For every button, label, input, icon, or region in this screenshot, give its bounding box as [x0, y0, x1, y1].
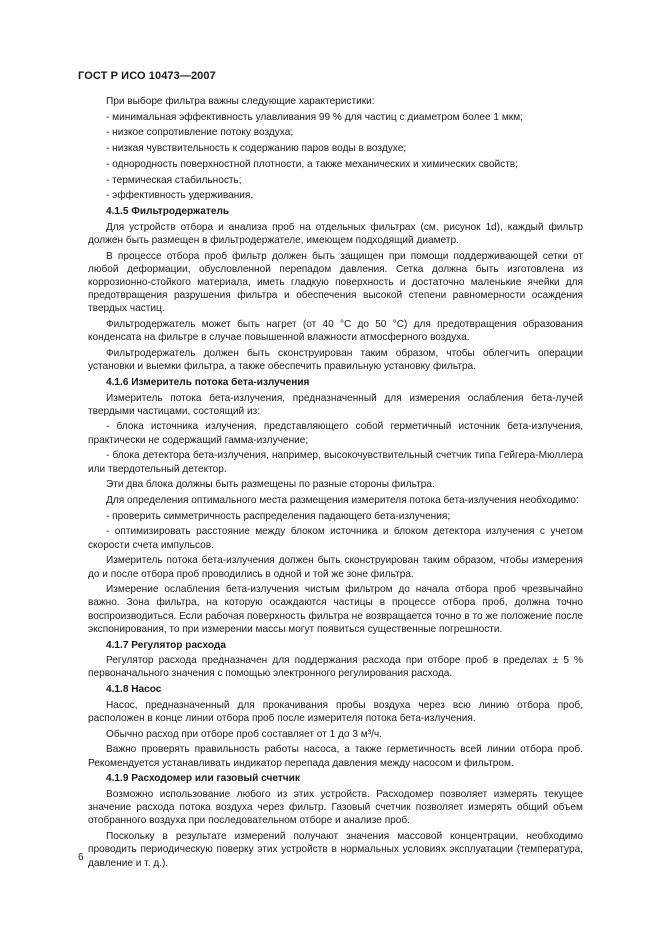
paragraph: При выборе фильтра важны следующие характеристики:	[106, 96, 375, 107]
paragraph: Для устройств отбора и анализа проб на отдельных фильтрах (см. рисунок 1d), каждый фильтр должен быть размещен в фильтродержателе, имеющем подходящий диаметр.	[88, 221, 583, 246]
paragraph: Измерение ослабления бета-излучения чистым фильтром до начала отбора проб чрезвычайно важно. Зона фильтра, на которую осаждаются частицы в процессе отбора проб, должна точно воспроизводиться. Если рабочая поверхность фильтра не возвращается точно в то же положение после экспонирования, то при измерении массы могут появиться существенные погрешности.	[88, 584, 583, 635]
section-heading: 4.1.8 Насос	[106, 684, 162, 696]
paragraph: Важно проверять правильность работы насоса, а также герметичность всей линии отбора проб. Рекомендуется устанавливать индикатор перепада давления между насосом и фильтром.	[88, 744, 583, 769]
paragraph: Для определения оптимального места размещения измерителя потока бета-излучения необходимо:	[106, 494, 579, 506]
section-heading: 4.1.5 Фильтродержатель	[106, 205, 230, 217]
paragraph: Измеритель потока бета-излучения, предназначенный для измерения ослабления бета-лучей твердыми частицами, состоящий из:	[88, 392, 583, 417]
paragraph: - однородность поверхностной плотности, а также механических и химических свойств;	[106, 158, 518, 170]
section-heading: 4.1.7 Регулятор расхода	[106, 639, 226, 651]
paragraph: - блока источника излучения, представляющего собой герметичный источник бета-излучения, практически не содержащий гамма-излучение;	[88, 421, 583, 446]
paragraph: Насос, предназначенный для прокачивания пробы воздуха через всю линию отбора проб, расположен в конце линии отбора проб после измерителя потока бета-излучения.	[88, 699, 583, 725]
section-heading: 4.1.6 Измеритель потока бета-излучения	[106, 376, 310, 388]
paragraph: - термическая стабильность;	[106, 174, 242, 186]
paragraph: - низкая чувствительность к содержанию паров воды в воздухе;	[106, 143, 407, 155]
paragraph: Фильтродержатель может быть нагрет (от 40 °С до 50 °С) для предотвращения образования конденсата на фильтре в случае повышенной влажности атмосферного воздуха.	[88, 319, 583, 344]
paragraph: Эти два блока должны быть размещены по разные стороны фильтра.	[106, 479, 435, 491]
paragraph: Возможно использование любого из этих устройств. Расходомер позволяет измерять текущее значение расхода потока воздуха через фильтр. Газовый счетчик позволяет измерять общий объем отобранного воздуха при последовательном отборе и анализе проб.	[88, 789, 583, 827]
document-body	[88, 95, 583, 872]
paragraph: - оптимизировать расстояние между блоком источника и блоком детектора излучения с учетом скорости счета импульсов.	[88, 526, 583, 551]
paragraph: Поскольку в результате измерений получают значения массовой концентрации, необходимо проводить периодическую поверку этих устройств в нормальных условиях эксплуатации (температура, давление и т. д.).	[88, 831, 583, 869]
paragraph: - эффективность удерживания.	[106, 190, 254, 202]
section-heading: 4.1.9 Расходомер или газовый счетчик	[106, 773, 300, 785]
paragraph: - блока детектора бета-излучения, например, высокочувствительный счетчик типа Гейгера-Мюллера или твердотельный детектор.	[88, 450, 583, 475]
paragraph: Регулятор расхода предназначен для поддержания расхода при отборе проб в пределах ± 5 % первоначального значения с помощью электронного регулирования расхода.	[88, 655, 583, 680]
paragraph: - проверить симметричность распределения падающего бета-излучения;	[106, 510, 451, 522]
document-header: ГОСТ Р ИСО 10473—2007	[78, 70, 216, 82]
paragraph: Фильтродержатель должен быть сконструирован таким образом, чтобы облегчить операции установки и выемки фильтра, а также обеспечить правильную установку фильтра.	[88, 347, 583, 373]
paragraph: - минимальная эффективность улавливания 99 % для частиц с диаметром более 1 мкм;	[106, 111, 523, 123]
paragraph: В процессе отбора проб фильтр должен быть защищен при помощи поддерживающей сетки от любой деформации, обусловленной перепадом давления. Сетка должна быть изготовлена из коррозионно-стойкого материала, иметь гладкую поверхность и достаточно маленькие ячейки для предотвращения разрушения фильтра и обеспечения высокой степени равномерности осаждения твердых частиц.	[88, 250, 583, 315]
paragraph: - низкое сопротивление потоку воздуха;	[106, 127, 294, 139]
paragraph: Измеритель потока бета-излучения должен быть сконструирован таким образом, чтобы измерения до и после отбора проб проводились в одной и той же зоне фильтра.	[88, 555, 583, 580]
paragraph: Обычно расход при отборе проб составляет от 1 до 3 м³/ч.	[106, 728, 382, 740]
page-number: 6	[78, 852, 84, 863]
